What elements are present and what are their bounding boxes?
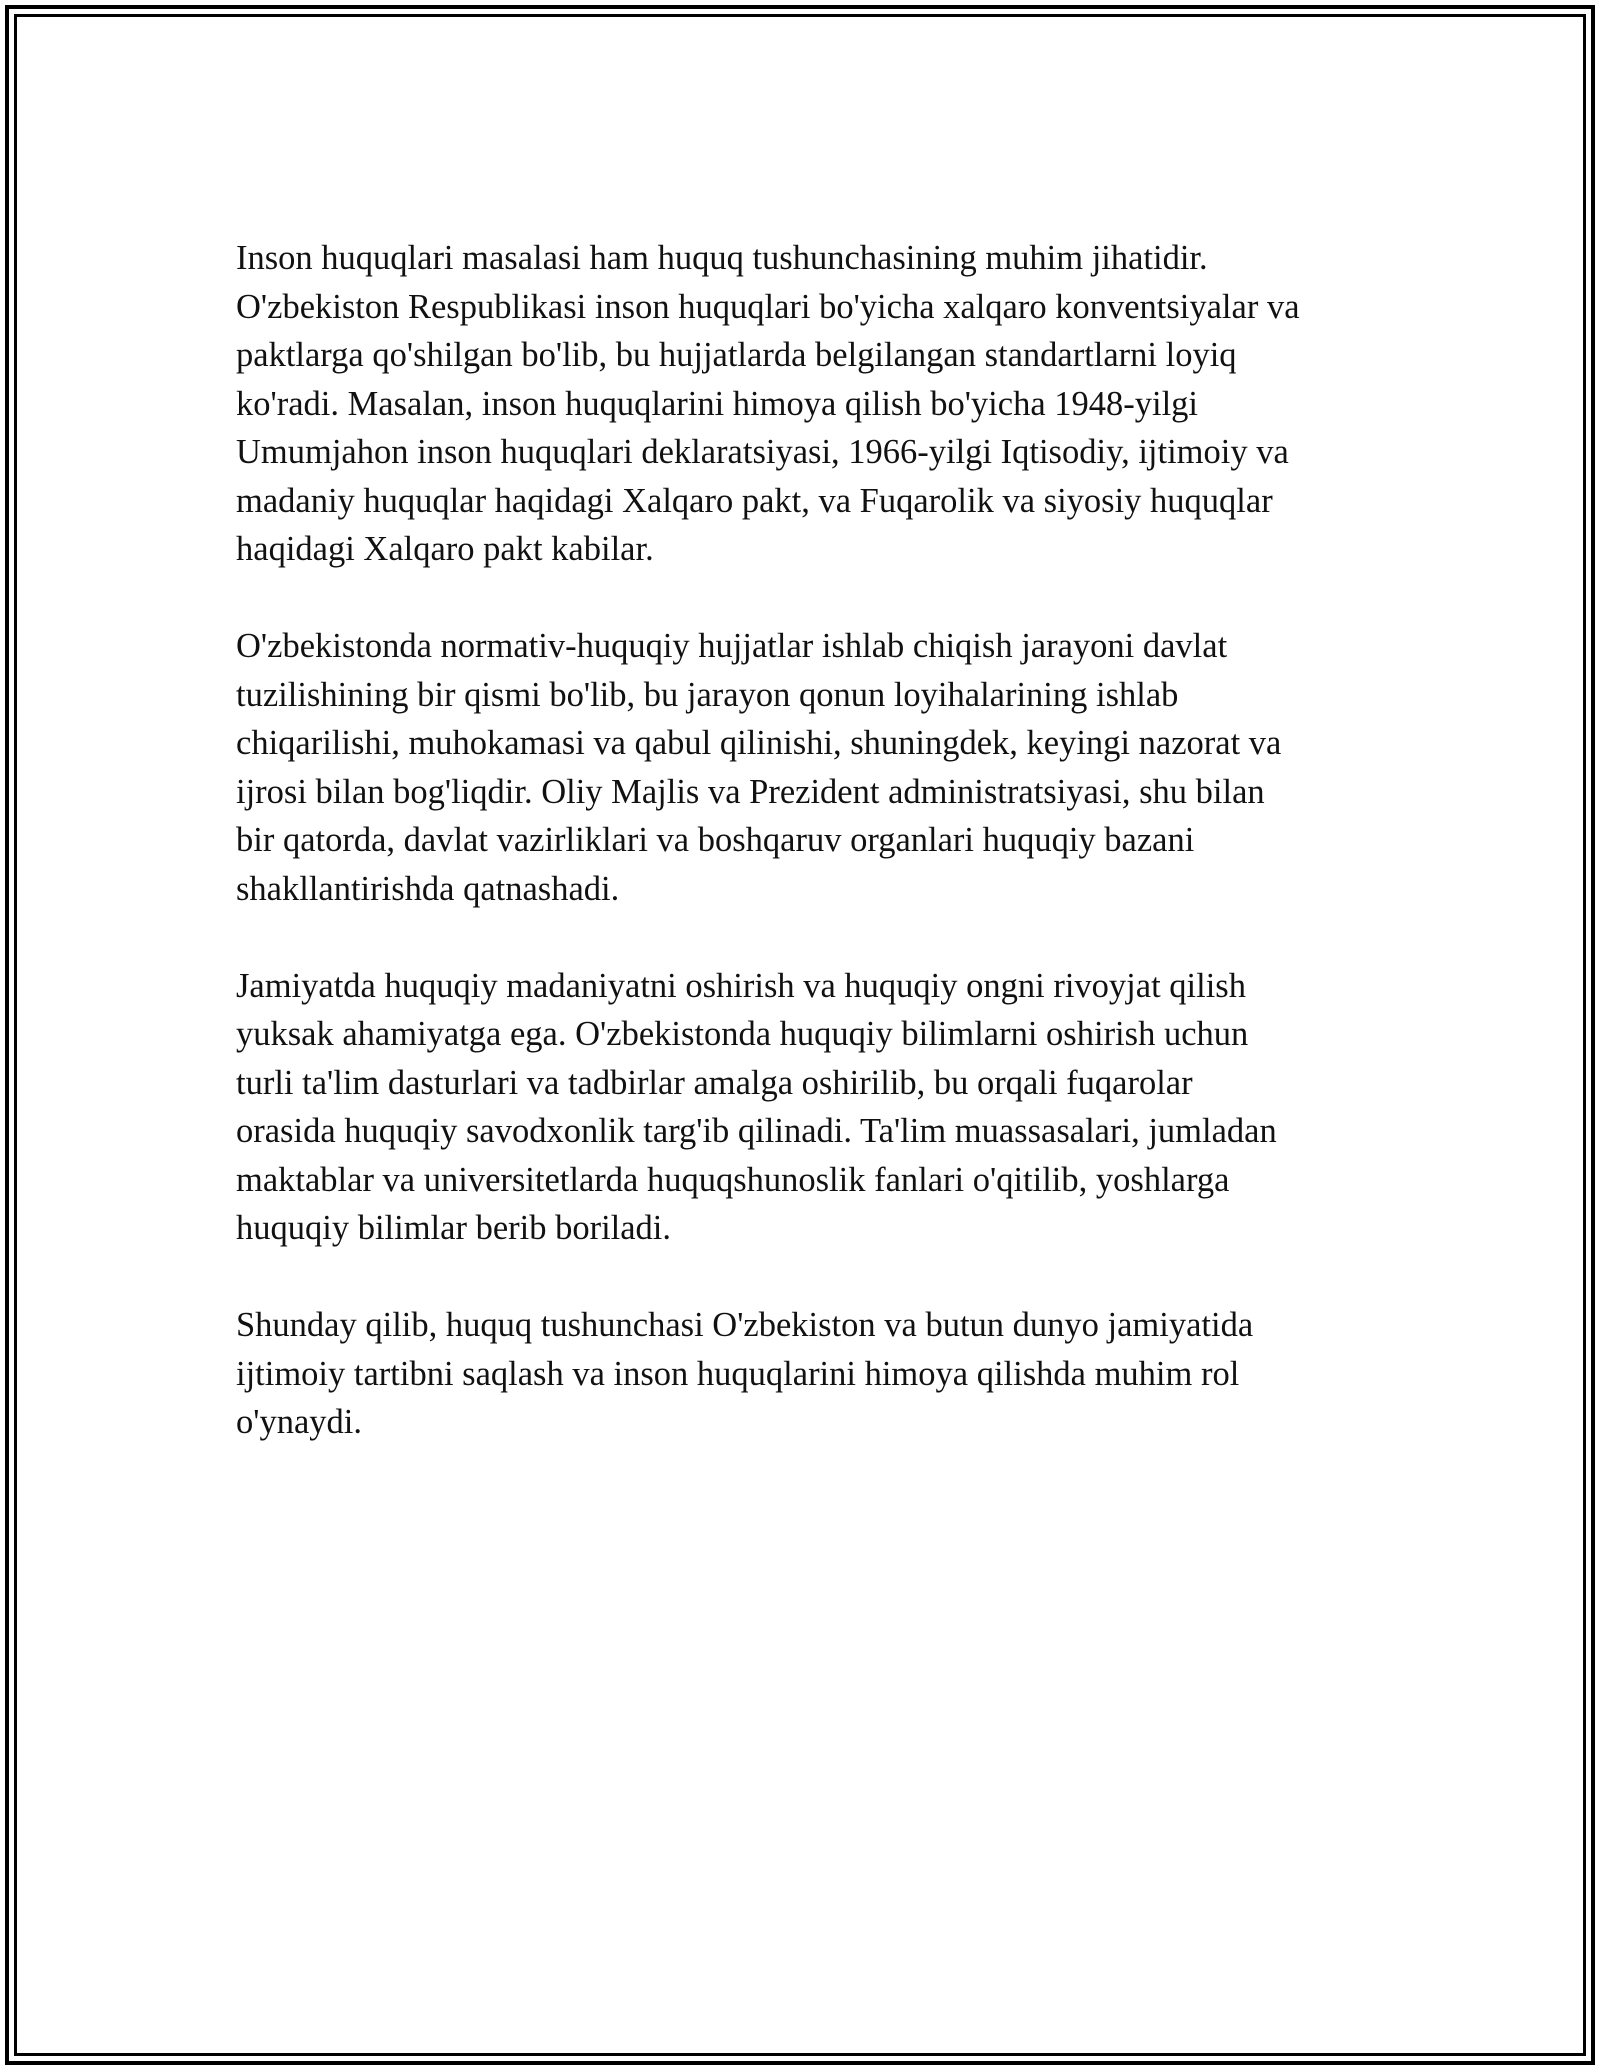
document-body	[236, 234, 1386, 1495]
paragraph-human-rights: Inson huquqlari masalasi ham huquq tushunchasining muhim jihatidir. O'zbekiston Respublikasi inson huquqlari bo'yicha xalqaro konventsiyalar va paktlarga qo'shilgan bo'lib, bu hujjatlarda belgilangan standartlarni loyiq ko'radi. Masalan, inson huquqlarini himoya qilish bo'yicha 1948-yilgi Umumjahon inson huquqlari deklaratsiyasi, 1966-yilgi Iqtisodiy, ijtimoiy va madaniy huquqlar haqidagi Xalqaro pakt, va Fuqarolik va siyosiy huquqlar haqidagi Xalqaro pakt kabilar.	[236, 239, 1300, 568]
paragraph-lawmaking-process: O'zbekistonda normativ-huquqiy hujjatlar ishlab chiqish jarayoni davlat tuzilishining bir qismi bo'lib, bu jarayon qonun loyihalarining ishlab chiqarilishi, muhokamasi va qabul qilinishi, shuningdek, keyingi nazorat va ijrosi bilan bog'liqdir. Oliy Majlis va Prezident administratsiyasi, shu bilan bir qatorda, davlat vazirliklari va boshqaruv organlari huquqiy bazani shakllantirishda qatnashadi.	[236, 627, 1282, 908]
paragraph-conclusion: Shunday qilib, huquq tushunchasi O'zbekiston va butun dunyo jamiyatida ijtimoiy tartibni saqlash va inson huquqlarini himoya qilishda muhim rol o'ynaydi.	[236, 1306, 1254, 1441]
paragraph-legal-culture: Jamiyatda huquqiy madaniyatni oshirish va huquqiy ongni rivoyjat qilish yuksak ahamiyatga ega. O'zbekistonda huquqiy bilimlarni oshirish uchun turli ta'lim dasturlari va tadbirlar amalga oshirilib, bu orqali fuqarolar orasida huquqiy savodxonlik targ'ib qilinadi. Ta'lim muassasalari, jumladan maktablar va universitetlarda huquqshunoslik fanlari o'qitilib, yoshlarga huquqiy bilimlar berib boriladi.	[236, 966, 1277, 1247]
